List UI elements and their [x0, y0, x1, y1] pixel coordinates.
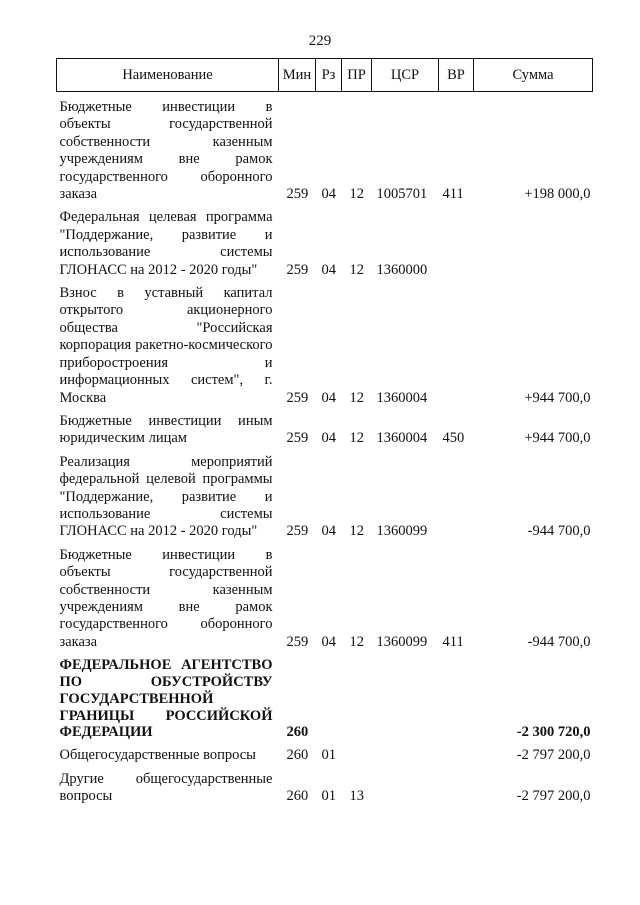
- row-name: ФЕДЕРАЛЬНОЕ АГЕНТСТВО ПО ОБУСТРОЙСТВУ ГОСУДАРСТВЕННОЙ ГРАНИЦЫ РОССИЙСКОЙ ФЕДЕРАЦИИ: [59, 657, 273, 741]
- row-sum: +944 700,0: [524, 389, 591, 406]
- row-pr: [342, 741, 372, 764]
- row-pr: 12: [349, 523, 364, 540]
- row-sum: -2 797 200,0: [516, 787, 591, 804]
- table-row: [57, 651, 593, 741]
- row-rz: [316, 651, 342, 741]
- row-pr: 12: [349, 186, 364, 203]
- row-sum: -2 797 200,0: [516, 747, 591, 764]
- row-rz: 04: [321, 523, 336, 540]
- row-min: 259: [286, 186, 309, 203]
- row-name: Бюджетные инвестиции иным юридическим лицам: [59, 412, 273, 447]
- table-row: [57, 741, 593, 764]
- header-sum: Сумма: [474, 59, 593, 92]
- table-row: [57, 448, 593, 541]
- row-pr: 12: [349, 261, 364, 278]
- row-min: 260: [286, 787, 309, 804]
- row-csr: 1360004: [376, 389, 428, 406]
- row-rz: 04: [321, 430, 336, 447]
- row-sum: +944 700,0: [524, 430, 591, 447]
- row-csr: [372, 765, 439, 806]
- row-rz: 04: [321, 633, 336, 650]
- row-csr: 1360000: [376, 261, 428, 278]
- row-csr: 1360099: [376, 633, 428, 650]
- row-rz: 04: [321, 261, 336, 278]
- row-name: Общегосударственные вопросы: [59, 747, 256, 764]
- row-vr: 411: [442, 186, 464, 203]
- row-vr: [439, 765, 474, 806]
- row-name: Бюджетные инвестиции в объекты государственной собственности казенным учреждениям вне рамок государственного оборонного заказа: [59, 99, 273, 203]
- row-min: 259: [286, 430, 309, 447]
- row-min: 259: [286, 633, 309, 650]
- row-vr: 411: [442, 633, 464, 650]
- row-sum: [474, 203, 593, 279]
- row-name: Реализация мероприятий федеральной целевой программы "Поддержание, развитие и использование системы ГЛОНАСС на 2012 - 2020 годы": [59, 453, 273, 540]
- header-vr: ВР: [439, 59, 474, 92]
- row-csr: [372, 741, 439, 764]
- row-name: Бюджетные инвестиции в объекты государственной собственности казенным учреждениям вне рамок государственного оборонного заказа: [59, 546, 273, 650]
- row-sum: -2 300 720,0: [516, 723, 591, 740]
- table-row: [57, 279, 593, 407]
- row-pr: 13: [349, 787, 364, 804]
- row-min: 260: [286, 723, 309, 740]
- row-vr: [439, 741, 474, 764]
- budget-table: [56, 58, 593, 805]
- row-sum: -944 700,0: [527, 523, 591, 540]
- table-row: [57, 765, 593, 806]
- row-vr: [439, 448, 474, 541]
- row-csr: 1360004: [376, 430, 428, 447]
- row-rz: 04: [321, 389, 336, 406]
- row-csr: 1005701: [376, 186, 428, 203]
- header-pr: ПР: [342, 59, 372, 92]
- row-pr: [342, 651, 372, 741]
- row-min: 259: [286, 523, 309, 540]
- table-row: [57, 407, 593, 448]
- page-number: 229: [308, 33, 332, 49]
- row-name: Федеральная целевая программа "Поддержание, развитие и использование системы ГЛОНАСС на 2012 - 2020 годы": [59, 209, 273, 278]
- table-header: [57, 59, 593, 92]
- row-min: 259: [286, 389, 309, 406]
- row-sum: -944 700,0: [527, 633, 591, 650]
- row-sum: +198 000,0: [524, 186, 591, 203]
- row-name: Взнос в уставный капитал открытого акционерного общества "Российская корпорация ракетно-космического приборостроения и информационных систем", г. Москва: [59, 285, 273, 406]
- row-pr: 12: [349, 430, 364, 447]
- row-vr: [439, 279, 474, 407]
- row-csr: 1360099: [376, 523, 428, 540]
- row-vr: [439, 651, 474, 741]
- row-rz: 01: [321, 787, 336, 804]
- header-min: Мин: [279, 59, 316, 92]
- row-rz: 04: [321, 186, 336, 203]
- row-min: 260: [286, 747, 309, 764]
- table-row: [57, 92, 593, 204]
- row-vr: 450: [442, 430, 465, 447]
- row-name: Другие общегосударственные вопросы: [59, 770, 273, 804]
- row-pr: 12: [349, 389, 364, 406]
- table-row: [57, 203, 593, 279]
- header-csr: ЦСР: [372, 59, 439, 92]
- header-rz: Рз: [316, 59, 342, 92]
- row-csr: [372, 651, 439, 741]
- row-rz: 01: [321, 747, 336, 764]
- table-row: [57, 541, 593, 651]
- header-name: Наименование: [57, 59, 279, 92]
- row-vr: [439, 203, 474, 279]
- row-min: 259: [286, 261, 309, 278]
- row-pr: 12: [349, 633, 364, 650]
